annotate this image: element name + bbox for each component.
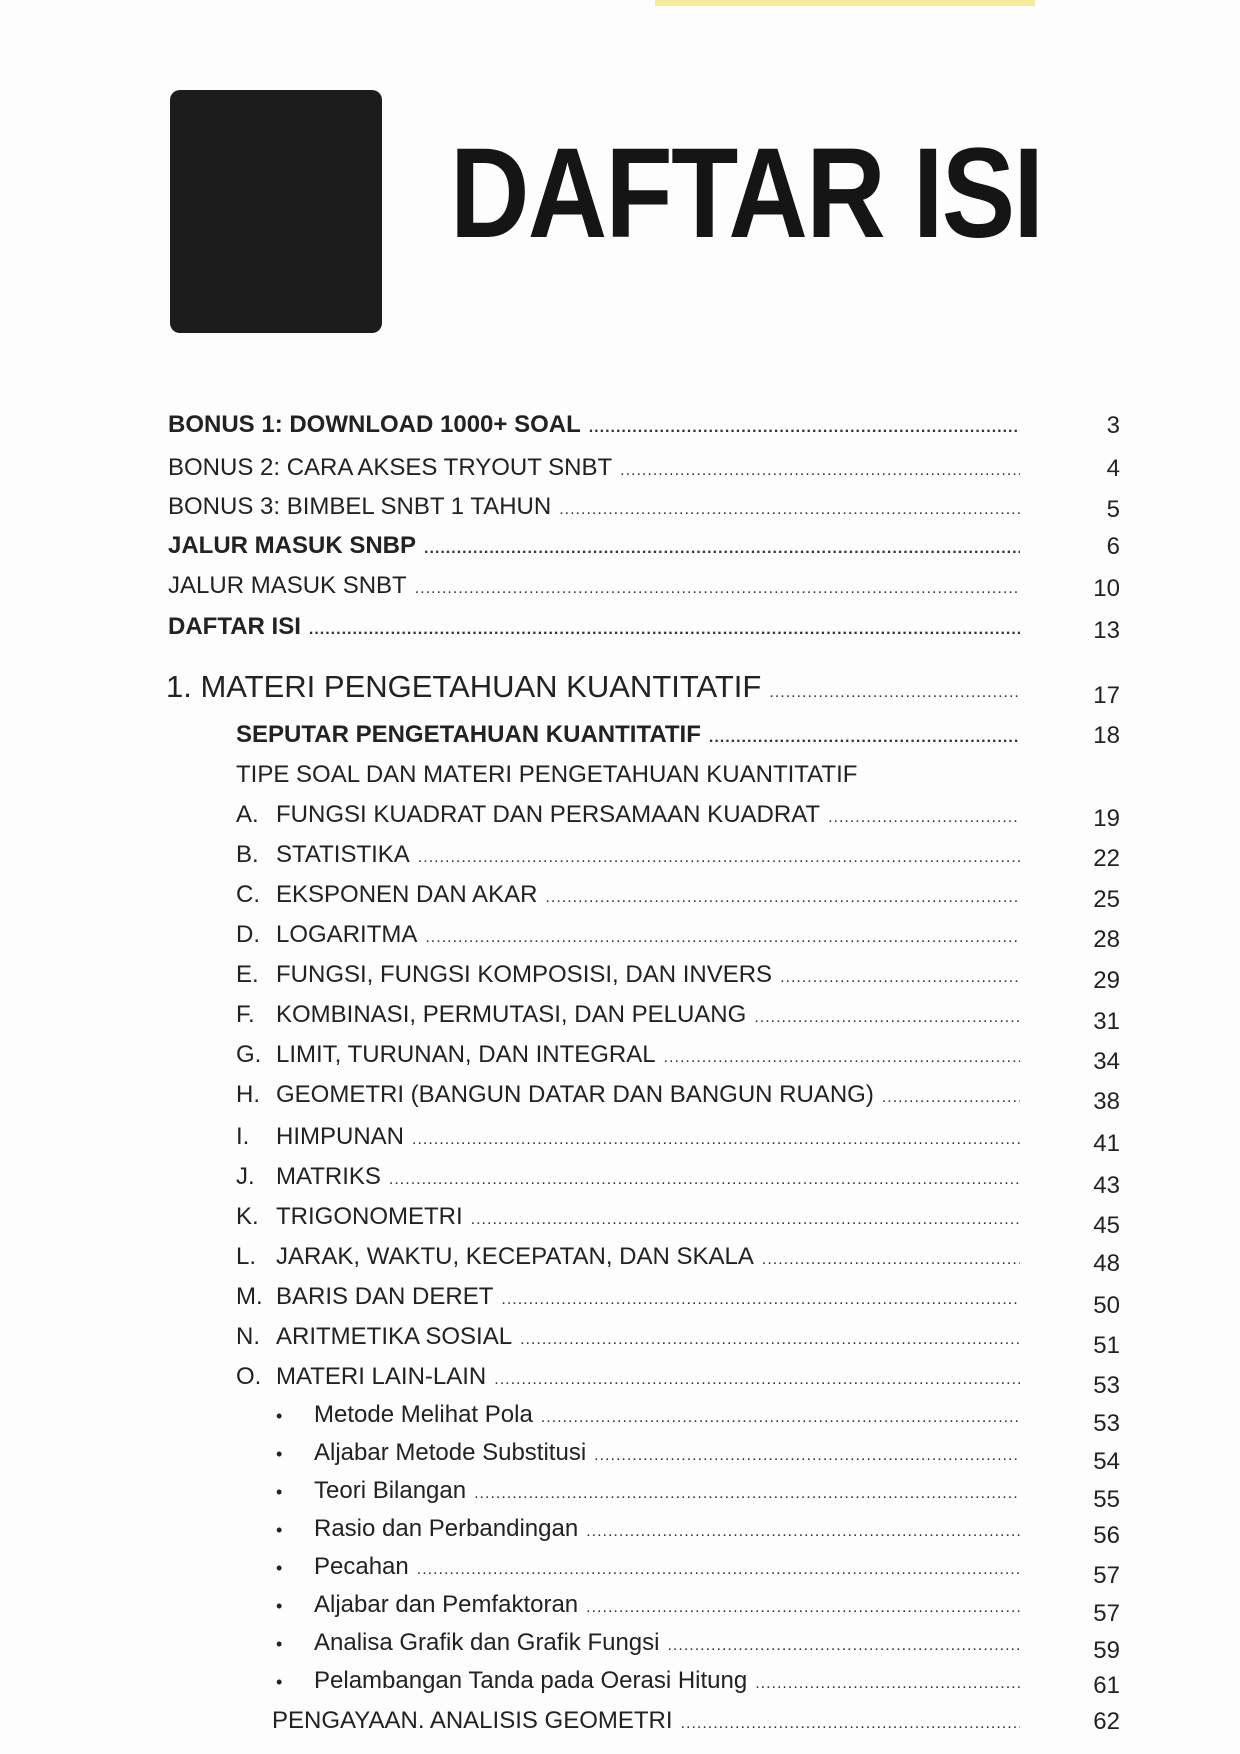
toc-entry-label: Pelambangan Tanda pada Oerasi Hitung	[314, 1667, 748, 1694]
leader-dots	[589, 413, 1020, 443]
toc-page-number: 45	[1093, 1212, 1120, 1239]
toc-subtopic-7[interactable]	[276, 1628, 1020, 1661]
toc-topic-k[interactable]	[236, 1202, 1020, 1235]
toc-entry-label: MATRIKS	[276, 1163, 381, 1190]
leader-dots	[709, 723, 1020, 753]
bullet-icon: •	[276, 1482, 283, 1502]
toc-page-number: 28	[1093, 926, 1120, 953]
leader-dots	[415, 574, 1020, 604]
toc-page-number: 43	[1093, 1172, 1120, 1199]
toc-subtopic-8[interactable]	[276, 1666, 1020, 1699]
toc-topic-i[interactable]	[236, 1122, 1020, 1155]
leader-dots	[424, 534, 1020, 564]
toc-entry-label: TRIGONOMETRI	[276, 1203, 463, 1230]
leader-dots	[425, 923, 1020, 953]
toc-entry-label: BONUS 3: BIMBEL SNBT 1 TAHUN	[168, 493, 552, 520]
leader-dots	[494, 1365, 1020, 1395]
toc-page-number: 13	[1093, 617, 1120, 644]
toc-entry-label: Metode Melihat Pola	[314, 1401, 533, 1428]
leader-dots	[541, 1403, 1020, 1433]
decorative-black-block	[170, 90, 382, 333]
toc-entry-label: JALUR MASUK SNBP	[168, 532, 417, 559]
toc-entry-bonus-3[interactable]	[168, 492, 1020, 525]
leader-dots	[754, 1003, 1020, 1033]
toc-entry-label: Pecahan	[314, 1553, 409, 1580]
toc-entry-label: DAFTAR ISI	[168, 613, 301, 640]
toc-page-number: 48	[1093, 1250, 1120, 1277]
toc-page-number: 19	[1093, 805, 1120, 832]
toc-page-number: 53	[1093, 1372, 1120, 1399]
leader-dots	[418, 843, 1020, 873]
toc-entry-label: JALUR MASUK SNBT	[168, 572, 407, 599]
toc-entry-jalur-snbp[interactable]	[168, 531, 1020, 564]
toc-entry-label: JARAK, WAKTU, KECEPATAN, DAN SKALA	[276, 1243, 754, 1270]
toc-chapter-1[interactable]	[166, 669, 1020, 708]
toc-page-number: 53	[1093, 1410, 1120, 1437]
toc-page-number: 18	[1093, 722, 1120, 749]
toc-entry-jalur-snbt[interactable]	[168, 571, 1020, 604]
leader-dots	[586, 1517, 1020, 1547]
toc-topic-j[interactable]	[236, 1162, 1020, 1195]
toc-entry-label: FUNGSI, FUNGSI KOMPOSISI, DAN INVERS	[276, 961, 773, 988]
topic-letter: M.	[236, 1283, 263, 1310]
toc-topic-d[interactable]	[236, 920, 1020, 953]
bullet-icon: •	[276, 1596, 283, 1616]
toc-entry-label: TIPE SOAL DAN MATERI PENGETAHUAN KUANTITATIF	[236, 761, 858, 788]
toc-topic-c[interactable]	[236, 880, 1020, 913]
toc-entry-label: LOGARITMA	[276, 921, 418, 948]
toc-topic-h[interactable]	[236, 1080, 1020, 1113]
toc-page-number: 62	[1093, 1708, 1120, 1735]
topic-letter: E.	[236, 961, 259, 988]
leader-dots	[309, 615, 1020, 645]
toc-topic-b[interactable]	[236, 840, 1020, 873]
toc-topic-l[interactable]	[236, 1242, 1020, 1275]
toc-page-number: 3	[1106, 412, 1120, 439]
toc-entry-label: HIMPUNAN	[276, 1123, 405, 1150]
toc-entry-label: BARIS DAN DERET	[276, 1283, 494, 1310]
toc-topic-f[interactable]	[236, 1000, 1020, 1033]
toc-section-overview[interactable]	[236, 720, 1020, 753]
leader-dots	[681, 1709, 1020, 1739]
leader-dots	[780, 963, 1020, 993]
toc-entry-label: STATISTIKA	[276, 841, 410, 868]
topic-letter: D.	[236, 921, 260, 948]
toc-page-number: 31	[1093, 1008, 1120, 1035]
toc-page-number: 25	[1093, 886, 1120, 913]
toc-entry-label: MATERI LAIN-LAIN	[276, 1363, 487, 1390]
toc-entry-label: Rasio dan Perbandingan	[314, 1515, 579, 1542]
toc-page-number: 41	[1093, 1130, 1120, 1157]
topic-letter: J.	[236, 1163, 255, 1190]
bullet-icon: •	[276, 1672, 283, 1692]
toc-page-number: 50	[1093, 1292, 1120, 1319]
toc-entry-daftar-isi[interactable]	[168, 612, 1020, 645]
toc-entry-label: Teori Bilangan	[314, 1477, 467, 1504]
leader-dots	[620, 456, 1020, 486]
leader-dots	[474, 1479, 1020, 1509]
toc-topic-n[interactable]	[236, 1322, 1020, 1355]
toc-topic-g[interactable]	[236, 1040, 1020, 1073]
leader-dots	[412, 1125, 1020, 1155]
toc-page-number: 57	[1093, 1562, 1120, 1589]
toc-entry-label: Aljabar Metode Substitusi	[314, 1439, 587, 1466]
toc-topic-o[interactable]	[236, 1362, 1020, 1395]
toc-subtopic-2[interactable]	[276, 1438, 1020, 1471]
leader-dots	[417, 1555, 1020, 1585]
toc-entry-bonus-1[interactable]	[168, 410, 1020, 443]
leader-dots	[667, 1631, 1020, 1661]
toc-page-number: 57	[1093, 1600, 1120, 1627]
toc-chapter-label: 1. MATERI PENGETAHUAN KUANTITATIF	[166, 669, 762, 704]
leader-dots	[828, 803, 1020, 833]
toc-entry-label: BONUS 2: CARA AKSES TRYOUT SNBT	[168, 454, 613, 481]
leader-dots	[882, 1083, 1020, 1113]
toc-page-number: 10	[1093, 575, 1120, 602]
leader-dots	[762, 1245, 1020, 1275]
leader-dots	[769, 678, 1020, 708]
toc-entry-label: LIMIT, TURUNAN, DAN INTEGRAL	[276, 1041, 656, 1068]
toc-page-number: 61	[1093, 1672, 1120, 1699]
bullet-icon: •	[276, 1444, 283, 1464]
toc-page-number: 51	[1093, 1332, 1120, 1359]
toc-enrichment[interactable]	[272, 1706, 1020, 1739]
topic-letter: H.	[236, 1081, 260, 1108]
toc-topic-e[interactable]	[236, 960, 1020, 993]
toc-topic-m[interactable]	[236, 1282, 1020, 1315]
toc-subtopic-3[interactable]	[276, 1476, 1020, 1509]
topic-letter: K.	[236, 1203, 259, 1230]
toc-entry-label: SEPUTAR PENGETAHUAN KUANTITATIF	[236, 721, 701, 748]
toc-subtopic-6[interactable]	[276, 1590, 1020, 1623]
bullet-icon: •	[276, 1520, 283, 1540]
topic-letter: C.	[236, 881, 260, 908]
toc-page-number: 22	[1093, 845, 1120, 872]
toc-entry-label: Analisa Grafik dan Grafik Fungsi	[314, 1629, 660, 1656]
toc-section-types[interactable]	[236, 760, 1020, 790]
leader-dots	[594, 1441, 1020, 1471]
leader-dots	[755, 1669, 1020, 1699]
topic-letter: A.	[236, 801, 259, 828]
topic-letter: O.	[236, 1363, 262, 1390]
toc-page-number: 55	[1093, 1486, 1120, 1513]
leader-dots	[586, 1593, 1020, 1623]
leader-dots	[471, 1205, 1020, 1235]
toc-topic-a[interactable]	[236, 800, 1020, 833]
leader-dots	[520, 1325, 1020, 1355]
toc-subtopic-1[interactable]	[276, 1400, 1020, 1433]
leader-dots	[501, 1285, 1020, 1315]
toc-page-number: 17	[1093, 682, 1120, 709]
toc-page-number: 59	[1093, 1637, 1120, 1664]
topic-letter: I.	[236, 1123, 250, 1150]
leader-dots	[664, 1043, 1020, 1073]
topic-letter: N.	[236, 1323, 260, 1350]
toc-page-number: 6	[1106, 533, 1120, 560]
toc-page-number: 38	[1093, 1088, 1120, 1115]
toc-entry-label: BONUS 1: DOWNLOAD 1000+ SOAL	[168, 411, 581, 438]
topic-letter: G.	[236, 1041, 262, 1068]
toc-page-number: 56	[1093, 1522, 1120, 1549]
bullet-icon: •	[276, 1558, 283, 1578]
leader-dots	[545, 883, 1020, 913]
toc-entry-bonus-2[interactable]	[168, 453, 1020, 486]
toc-entry-label: EKSPONEN DAN AKAR	[276, 881, 538, 908]
toc-entry-label: Aljabar dan Pemfaktoran	[314, 1591, 579, 1618]
toc-page-number: 4	[1106, 455, 1120, 482]
bullet-icon: •	[276, 1634, 283, 1654]
toc-entry-label: FUNGSI KUADRAT DAN PERSAMAAN KUADRAT	[276, 801, 821, 828]
topic-letter: F.	[236, 1001, 255, 1028]
toc-entry-label: PENGAYAAN. ANALISIS GEOMETRI	[272, 1707, 673, 1734]
toc-page-number: 34	[1093, 1048, 1120, 1075]
toc-page-number: 29	[1093, 967, 1120, 994]
topic-letter: L.	[236, 1243, 257, 1270]
leader-dots	[389, 1165, 1020, 1195]
page-title: DAFTAR ISI	[450, 122, 1043, 265]
top-accent-strip	[655, 0, 1035, 6]
toc-entry-label: GEOMETRI (BANGUN DATAR DAN BANGUN RUANG)	[276, 1081, 874, 1108]
topic-letter: B.	[236, 841, 259, 868]
toc-subtopic-4[interactable]	[276, 1514, 1020, 1547]
toc-page-number: 54	[1093, 1448, 1120, 1475]
toc-subtopic-5[interactable]	[276, 1552, 1020, 1585]
toc-page-number: 5	[1106, 496, 1120, 523]
bullet-icon: •	[276, 1406, 283, 1426]
leader-dots	[559, 495, 1020, 525]
toc-entry-label: ARITMETIKA SOSIAL	[276, 1323, 513, 1350]
toc-entry-label: KOMBINASI, PERMUTASI, DAN PELUANG	[276, 1001, 747, 1028]
